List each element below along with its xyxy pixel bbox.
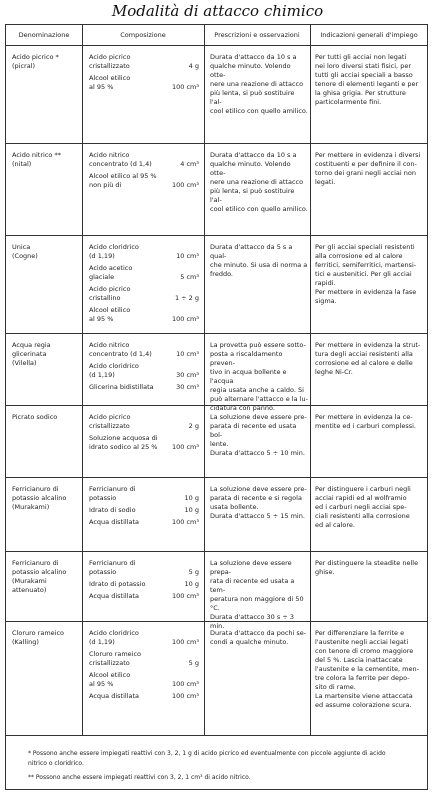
- row-indications: Per distinguere la steadite nelle ghise.: [315, 559, 419, 576]
- row-divider: [6, 45, 427, 46]
- ingredient-name: Alcool etilico al 95 %: [89, 74, 131, 91]
- ingredient-name: Acido picrico cristallizzato: [89, 53, 131, 70]
- row-composition: [89, 53, 199, 95]
- row-name: Acido nitrico ** (nital): [12, 151, 61, 168]
- header-prescrizioni: Prescrizioni e osservazioni: [214, 31, 300, 39]
- header-denominazione: Denominazione: [18, 31, 70, 39]
- ingredient-name: Acido nitrico concentrato (d 1,4): [89, 341, 152, 358]
- footnote-2: ** Possono anche essere impiegati reattivi con 3, 2, 1 cm³ di acido nitrico.: [28, 774, 251, 781]
- composition-item: [89, 518, 199, 527]
- row-prescriptions: Durata d'attacco da pochi se- condi a qualche minuto.: [210, 629, 307, 646]
- row-divider: [6, 143, 427, 144]
- page-title: Modalità di attacco chimico: [111, 2, 324, 20]
- composition-item: [89, 285, 199, 303]
- ingredient-quantity: 100 cm³: [172, 592, 199, 600]
- ingredient-quantity: 100 cm³: [172, 83, 199, 91]
- row-prescriptions: La soluzione deve essere pre- parata di recente e si regola usata bollente. Durata d'attacco 5 ÷ 15 min.: [210, 485, 307, 520]
- ingredient-name: Alcool etilico al 95 %: [89, 671, 131, 688]
- row-indications: Per mettere in evidenza la ce- mentite ed i carburi complessi.: [315, 413, 416, 430]
- table-frame: [5, 24, 428, 790]
- row-indications: Per gli acciai speciali resistenti alla corrosione ed al calore ferritici, semiferritici, martensi- tici e austenitici. Per gli acciai rapidi. Per mettere in evidenza la fase sigma.: [315, 243, 417, 305]
- ingredient-quantity: 100 cm³: [172, 680, 199, 688]
- row-composition: [89, 341, 199, 395]
- ingredient-name: Glicerina bidistillata: [89, 383, 154, 391]
- composition-item: [89, 506, 199, 515]
- ingredient-quantity: 100 cm³: [172, 443, 199, 451]
- ingredient-quantity: 10 cm³: [176, 350, 199, 358]
- row-name: Ferricianuro di potassio alcalino (Murakami attenuato): [12, 559, 67, 594]
- ingredient-name: Acido picrico cristallizzato: [89, 413, 131, 430]
- ingredient-quantity: 100 cm³: [172, 181, 199, 189]
- row-prescriptions: Durata d'attacco da 5 s a qual- che minuto. Si usa di norma a freddo.: [210, 243, 308, 278]
- column-divider: [310, 25, 311, 735]
- ingredient-name: Acido acetico glaciale: [89, 264, 133, 281]
- ingredient-name: Acido cloridrico (d 1,19): [89, 243, 139, 260]
- ingredient-name: Soluzione acquosa di idrato sodico al 25 %: [89, 434, 158, 451]
- row-name: Acido picrico * (picral): [12, 53, 59, 70]
- row-composition: [89, 243, 199, 327]
- row-indications: Per distinguere i carburi negli acciai rapidi ed al wolframio ed i carburi negli acciai spe- ciali resistenti alla corrosione ed al calore.: [315, 485, 411, 529]
- ingredient-quantity: 10 g: [184, 580, 199, 588]
- composition-item: [89, 629, 199, 647]
- ingredient-quantity: 10 cm³: [176, 252, 199, 260]
- ingredient-name: Acqua distillata: [89, 592, 140, 600]
- composition-item: [89, 580, 199, 589]
- ingredient-quantity: 1 ÷ 2 g: [174, 294, 199, 302]
- row-name: Ferricianuro di potassio alcalino (Murakami): [12, 485, 67, 511]
- composition-item: [89, 692, 199, 701]
- composition-item: [89, 434, 199, 452]
- row-indications: Per tutti gli acciai non legati nei loro diversi stati fisici, per tutti gli acciai speciali a basso tenore di elementi leganti e per la ghisa grigia. Per strutture particolarmente fini.: [315, 53, 419, 106]
- composition-item: [89, 306, 199, 324]
- ingredient-quantity: 10 g: [184, 494, 199, 502]
- ingredient-name: Acqua distillata: [89, 692, 140, 700]
- ingredient-quantity: 30 cm³: [176, 371, 199, 379]
- composition-item: [89, 264, 199, 282]
- composition-item: [89, 671, 199, 689]
- column-divider: [82, 25, 83, 735]
- row-indications: Per mettere in evidenza i diversi costituenti e per definire il con- torno dei grani negli acciai non legati.: [315, 151, 421, 186]
- ingredient-name: Acqua distillata: [89, 518, 140, 526]
- row-indications: Per mettere in evidenza la strut- tura degli acciai resistenti alla corrosione ed al calore e delle leghe Ni-Cr.: [315, 341, 421, 376]
- ingredient-name: Idrato di sodio: [89, 506, 136, 514]
- composition-item: [89, 592, 199, 601]
- ingredient-quantity: 4 cm³: [180, 160, 199, 168]
- ingredient-quantity: 4 g: [188, 62, 199, 70]
- column-divider: [204, 25, 205, 735]
- row-composition: [89, 413, 199, 455]
- footnote-1: * Possono anche essere impiegati reattivi con 3, 2, 1 g di acido picrico ed eventualmente con piccole aggiunte di acido nitrico o cloridrico.: [28, 750, 386, 767]
- row-prescriptions: La soluzione deve essere prepa- rata di recente ed usata a tem- peratura non maggiore di 50 °C. Durata d'attacco 30 s ÷ 3 min.: [210, 559, 304, 630]
- ingredient-quantity: 100 cm³: [172, 638, 199, 646]
- row-divider: [6, 333, 427, 334]
- composition-item: [89, 341, 199, 359]
- ingredient-name: Alcool etilico al 95 %: [89, 306, 131, 323]
- ingredient-name: Acido cloridrico (d 1,19): [89, 629, 139, 646]
- row-composition: [89, 485, 199, 530]
- row-divider: [6, 551, 427, 552]
- row-composition: [89, 559, 199, 604]
- ingredient-name: Alcool etilico al 95 % non più di: [89, 172, 157, 189]
- row-divider: [6, 735, 427, 736]
- ingredient-quantity: 5 g: [188, 568, 199, 576]
- ingredient-quantity: 5 cm³: [180, 273, 199, 281]
- composition-item: [89, 151, 199, 169]
- composition-item: [89, 650, 199, 668]
- composition-item: [89, 559, 199, 577]
- ingredient-name: Acido picrico cristallino: [89, 285, 131, 302]
- composition-item: [89, 243, 199, 261]
- row-composition: [89, 629, 199, 704]
- ingredient-quantity: 100 cm³: [172, 518, 199, 526]
- header-composizione: Composizione: [120, 31, 166, 39]
- row-divider: [6, 235, 427, 236]
- ingredient-quantity: 100 cm³: [172, 315, 199, 323]
- composition-item: [89, 53, 199, 71]
- ingredient-quantity: 2 g: [188, 422, 199, 430]
- composition-item: [89, 485, 199, 503]
- row-prescriptions: Durata d'attacco da 10 s a qualche minuto. Volendo otte- nere una reazione di attacco più lenta, si può sostituire l'al- cool etilico con quello amilico.: [210, 53, 308, 115]
- composition-item: [89, 383, 199, 392]
- header-indicazioni: Indicazioni generali d'impiego: [320, 31, 418, 39]
- row-composition: [89, 151, 199, 193]
- row-prescriptions: La provetta può essere sotto- posta a riscaldamento preven- tivo in acqua bollente e l'acqua regia usata anche a caldo. Si può alternare l'attacco e la lu- cidatura con panno.: [210, 341, 308, 412]
- row-name: Cloruro rameico (Kalling): [12, 629, 65, 646]
- ingredient-name: Ferricianuro di potassio: [89, 559, 136, 576]
- ingredient-name: Idrato di potassio: [89, 580, 146, 588]
- ingredient-name: Acido nitrico concentrato (d 1,4): [89, 151, 152, 168]
- composition-item: [89, 74, 199, 92]
- ingredient-name: Cloruro rameico cristallizzato: [89, 650, 142, 667]
- row-divider: [6, 477, 427, 478]
- composition-item: [89, 172, 199, 190]
- row-name: Acqua regia glicerinata (Vilella): [12, 341, 51, 367]
- ingredient-quantity: 10 g: [184, 506, 199, 514]
- ingredient-name: Acido cloridrico (d 1,19): [89, 362, 139, 379]
- composition-item: [89, 413, 199, 431]
- ingredient-quantity: 30 cm³: [176, 383, 199, 391]
- ingredient-quantity: 100 cm³: [172, 692, 199, 700]
- row-prescriptions: Durata d'attacco da 10 s a qualche minuto. Volendo otte- nere una reazione di attacco più lenta, si può sostituire l'al- cool etilico con quello amilico.: [210, 151, 308, 213]
- row-indications: Per differenziare la ferrite e l'austenite negli acciai legati con tenore di cromo maggiore del 5 %. Lascia inattaccate l'austenite e la cementite, men- tre colora la ferrite per depo- sito di rame. La martensite viene attaccata ed assume colorazione scura.: [315, 629, 419, 709]
- row-name: Picrato sodico: [12, 413, 58, 421]
- composition-item: [89, 362, 199, 380]
- ingredient-name: Ferricianuro di potassio: [89, 485, 136, 502]
- row-name: Unica (Cogne): [12, 243, 38, 260]
- row-prescriptions: La soluzione deve essere pre- parata di recente ed usata bol- lente. Durata d'attacco 5 ÷ 10 min.: [210, 413, 307, 457]
- ingredient-quantity: 5 g: [188, 659, 199, 667]
